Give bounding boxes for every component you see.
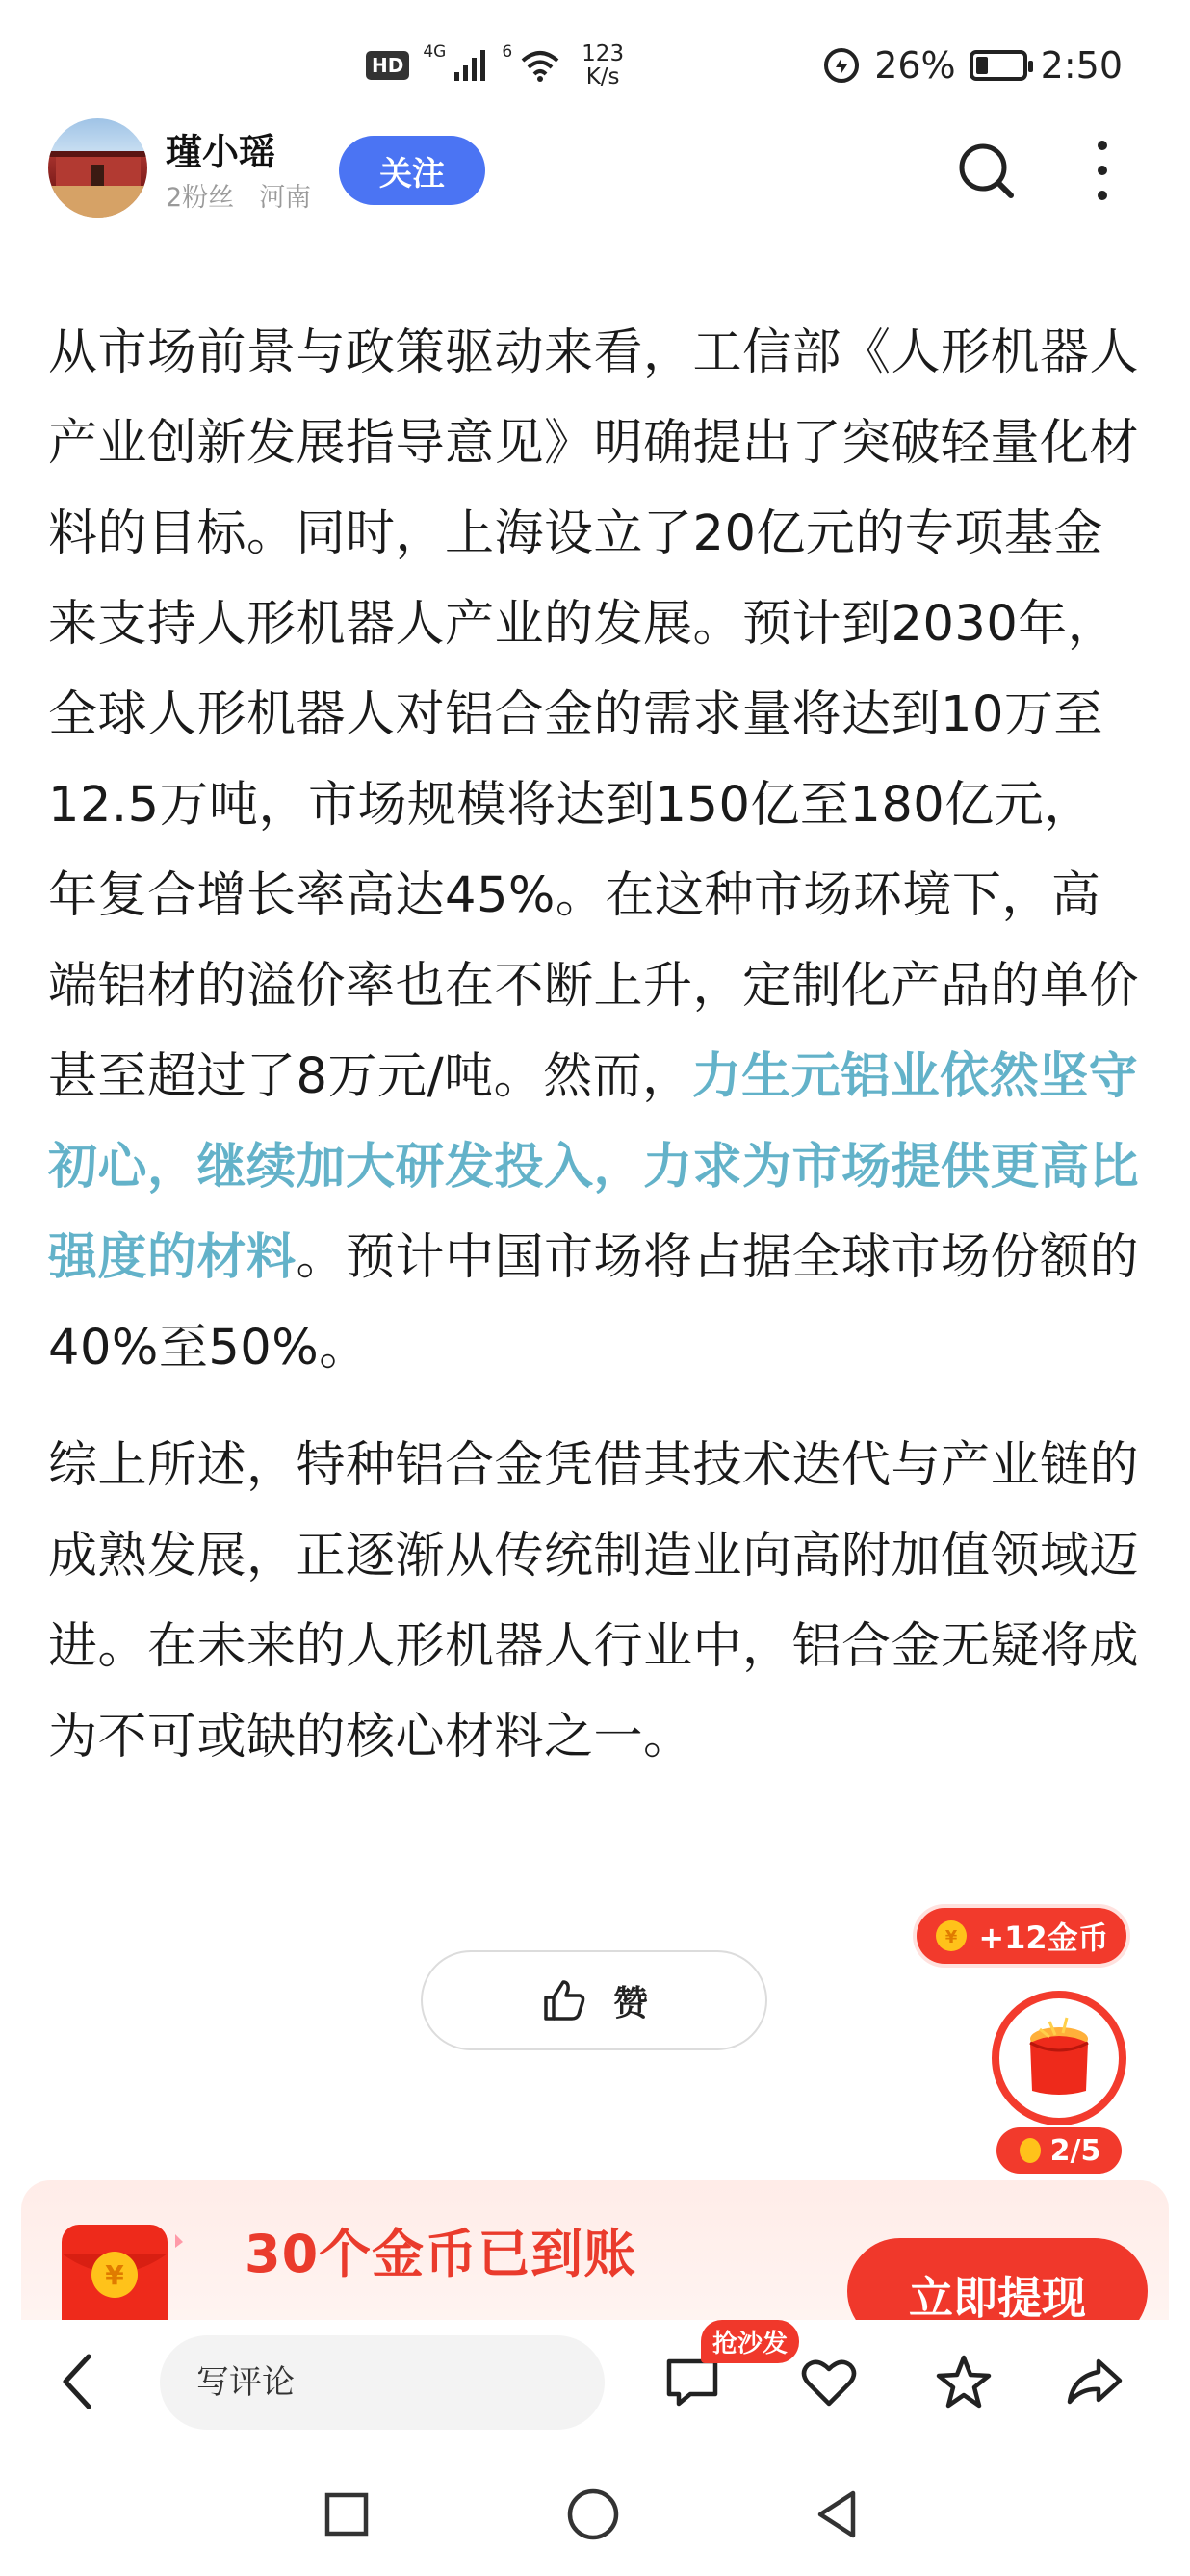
svg-text:¥: ¥ — [945, 1927, 958, 1947]
speed-value: 123 — [582, 41, 625, 66]
back-arrow-icon — [50, 2343, 108, 2420]
follower-count: 2粉丝 — [166, 183, 235, 213]
heart-icon — [798, 2352, 860, 2413]
author-location: 河南 — [259, 183, 312, 213]
share-button[interactable] — [1053, 2341, 1136, 2424]
hd-badge: HD — [366, 51, 409, 80]
article-paragraph: 综上所述，特种铝合金凭借其技术迭代与产业链的成熟发展，正逐渐从传统制造业向高附加值领域迈进。在未来的人形机器人行业中，铝合金无疑将成为不可或缺的核心材料之一。 — [48, 1437, 1140, 1765]
thumbs-up-icon — [540, 1976, 588, 2024]
red-envelope-icon — [52, 2215, 187, 2320]
back-button[interactable] — [50, 2343, 108, 2420]
author-meta — [166, 176, 311, 214]
share-icon — [1064, 2352, 1125, 2413]
recent-apps-button[interactable] — [308, 2476, 385, 2553]
paragraph-text: 从市场前景与政策驱动来看，工信部《人形机器人产业创新发展指导意见》明确提出了突破轻量化材料的目标。同时，上海设立了20亿元的专项基金来支持人形机器人产业的发展。预计到2030年，全球人形机器人对铝合金的需求量将达到10万至12.5万吨，市场规模将达到150亿至180亿元，年复合增长率高达45%。在这种市场环境下，高端铝材的溢价率也在不断上升，定制化产品的单价甚至超过了8万元/吨。然而， — [48, 324, 1140, 1105]
status-bar-system — [822, 37, 1123, 94]
home-button[interactable] — [555, 2476, 632, 2553]
more-button[interactable] — [1078, 134, 1126, 207]
svg-text:¥: ¥ — [105, 2259, 124, 2291]
battery-percent: 26% — [874, 44, 956, 87]
system-nav-bar — [0, 2455, 1190, 2576]
coin-progress — [996, 2127, 1122, 2174]
coin-reward-text: +12金币 — [978, 1919, 1109, 1956]
red-envelope-button[interactable] — [992, 1991, 1126, 2125]
signal-icon — [453, 49, 488, 82]
coin-icon — [934, 1919, 969, 1953]
triangle-back-icon — [811, 2487, 865, 2541]
coin-banner-text: 30个金币已到账 — [245, 2224, 637, 2284]
square-icon — [323, 2490, 371, 2538]
status-bar-network — [366, 37, 624, 94]
avatar[interactable] — [48, 118, 147, 218]
wifi-icon — [520, 49, 560, 82]
author-name[interactable]: 瑾小瑶 — [166, 131, 276, 173]
follow-button[interactable]: 关注 — [339, 136, 485, 205]
withdraw-button[interactable]: 立即提现 — [847, 2238, 1148, 2320]
battery-icon — [970, 50, 1027, 81]
speed-unit: K/s — [585, 64, 620, 90]
more-vertical-icon — [1078, 134, 1126, 207]
search-icon — [953, 138, 1021, 205]
battery-saver-icon — [822, 46, 861, 85]
avatar-image — [48, 118, 147, 218]
favorite-button[interactable] — [788, 2341, 870, 2424]
clock: 2:50 — [1040, 44, 1123, 87]
coin-progress-text: 2/5 — [1049, 2133, 1101, 2168]
search-button[interactable] — [953, 138, 1021, 205]
system-back-button[interactable] — [799, 2476, 876, 2553]
coin-reward-badge[interactable] — [917, 1908, 1126, 1964]
circle-icon — [564, 2486, 622, 2543]
highlight-text[interactable]: 力生元铝业依然坚守初心，继续加大研发投入，力求为市场提供更高比强度的材料 — [48, 1048, 1140, 1286]
coin-banner — [21, 2180, 1169, 2320]
like-label: 赞 — [612, 1983, 648, 2023]
battery-level-fill — [976, 57, 988, 74]
signal-label: 4G — [423, 42, 447, 62]
comment-input[interactable] — [160, 2335, 605, 2430]
red-envelope-icon — [1011, 2010, 1107, 2106]
coin-icon — [1018, 2136, 1043, 2165]
article-body — [48, 308, 1142, 1810]
star-icon — [933, 2352, 995, 2413]
author-header — [0, 111, 1190, 236]
bottom-action-bar — [0, 2320, 1190, 2445]
like-button[interactable] — [421, 1950, 767, 2050]
network-speed — [582, 42, 624, 89]
wifi-label: 6 — [502, 42, 513, 62]
article-paragraph — [48, 308, 1142, 1394]
paragraph-text: 。预计中国市场将占据全球市场份额的40%至50%。 — [48, 1229, 1140, 1377]
sofa-badge: 抢沙发 — [701, 2320, 799, 2363]
collect-button[interactable] — [922, 2341, 1005, 2424]
